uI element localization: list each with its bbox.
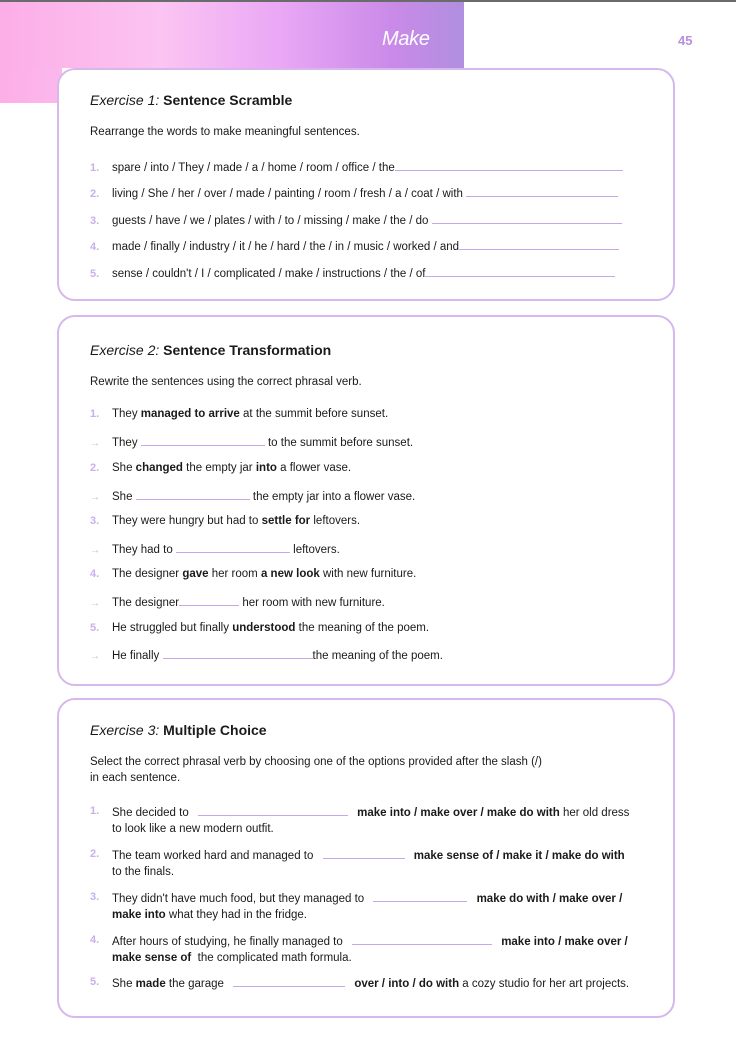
answer-blank[interactable]: [323, 846, 405, 859]
original-sentence: [90, 566, 416, 582]
sentence-text: They didn't have much food, but they managed to: [112, 893, 365, 905]
rewrite-prefix: She: [112, 491, 133, 503]
options-text: make into / make over / make do with: [357, 807, 560, 819]
exercise-lead: Exercise 3:: [90, 722, 160, 738]
arrow-right-icon: →: [90, 651, 100, 662]
scrambled-words: spare / into / They / made / a / home / room / office / the: [112, 162, 395, 174]
rewrite-prefix: The designer: [112, 597, 180, 609]
exercise-lead: Exercise 1:: [90, 92, 160, 108]
list-item: [90, 932, 650, 966]
item-number: 1.: [90, 408, 100, 420]
arrow-right-icon: →: [90, 545, 100, 556]
item-number: 2.: [90, 188, 100, 200]
item-number: 5.: [90, 268, 100, 280]
answer-blank[interactable]: [141, 433, 265, 446]
item-number: 2.: [90, 462, 100, 474]
answer-blank[interactable]: [198, 803, 348, 816]
answer-blank[interactable]: [459, 237, 619, 250]
item-number: 3.: [90, 891, 100, 903]
item-number: 4.: [90, 241, 100, 253]
highlighted-phrase: managed to arrive: [140, 408, 240, 420]
options-text: over / into / do with: [354, 978, 460, 990]
scrambled-words: sense / couldn't / I / complicated / make / instructions / the / of: [112, 268, 426, 280]
options-text: make do with / make over /: [476, 893, 623, 905]
list-item: [90, 846, 650, 880]
answer-blank[interactable]: [136, 487, 250, 500]
highlighted-phrase: understood: [232, 622, 296, 634]
answer-blank[interactable]: [432, 211, 622, 224]
options-text: make into / make over /: [501, 936, 628, 948]
page-number: 45: [678, 33, 693, 48]
highlighted-phrase: settle for: [261, 515, 311, 527]
highlighted-phrase: changed: [135, 462, 183, 474]
rewrite-line: [90, 593, 385, 612]
scrambled-words: guests / have / we / plates / with / to / missing / make / the / do: [112, 215, 429, 227]
list-item: [90, 974, 650, 992]
exercise-name: Sentence Transformation: [163, 342, 332, 358]
sentence-text: leftovers.: [310, 515, 361, 527]
rewrite-prefix: They had to: [112, 544, 173, 556]
list-item: [90, 158, 623, 176]
exercise-1-instruction: Rearrange the words to make meaningful sentences.: [90, 126, 360, 138]
list-item: [90, 803, 650, 837]
sentence-text: The designer: [112, 568, 183, 580]
sentence-text: a flower vase.: [276, 462, 352, 474]
answer-blank[interactable]: [163, 646, 313, 659]
highlighted-phrase: gave: [182, 568, 209, 580]
rewrite-suffix: her room with new furniture.: [242, 597, 385, 609]
item-number: 5.: [90, 976, 100, 988]
exercise-1-box: [57, 68, 675, 301]
chapter-banner: [0, 2, 464, 68]
exercise-lead: Exercise 2:: [90, 342, 160, 358]
options-text: make sense of: [112, 952, 192, 964]
rewrite-line: [90, 487, 415, 506]
item-number: 3.: [90, 215, 100, 227]
sentence-text: She: [112, 462, 136, 474]
scrambled-words: made / finally / industry / it / he / hard / the / in / music / worked / and: [112, 241, 460, 253]
sentence-text: She decided to: [112, 807, 189, 819]
sentence-text: her room: [208, 568, 261, 580]
sentence-text: the garage: [165, 978, 224, 990]
arrow-right-icon: →: [90, 438, 100, 449]
sentence-text: After hours of studying, he finally managed to: [112, 936, 343, 948]
rewrite-line: [90, 433, 413, 452]
chapter-title: Make: [382, 28, 430, 50]
instruction-line: in each sentence.: [90, 772, 181, 784]
rewrite-suffix: to the summit before sunset.: [267, 437, 414, 449]
sentence-text: They were hungry but had to: [112, 515, 262, 527]
exercise-2-instruction: Rewrite the sentences using the correct phrasal verb.: [90, 376, 362, 388]
answer-blank[interactable]: [466, 184, 618, 197]
sentence-text: They: [112, 408, 141, 420]
answer-blank[interactable]: [233, 974, 345, 987]
rewrite-prefix: They: [112, 437, 138, 449]
exercise-name: Sentence Scramble: [163, 92, 293, 108]
highlighted-phrase: into: [255, 462, 277, 474]
options-text: make into: [112, 909, 166, 921]
exercise-3-box: [57, 698, 675, 1018]
exercise-3-title: [90, 722, 267, 738]
rewrite-suffix: leftovers.: [293, 544, 340, 556]
sentence-text: at the summit before sunset.: [239, 408, 389, 420]
sentence-text: the meaning of the poem.: [295, 622, 430, 634]
rewrite-line: [90, 646, 443, 665]
item-number: 2.: [90, 848, 100, 860]
original-sentence: [90, 620, 429, 636]
item-number: 1.: [90, 162, 100, 174]
arrow-right-icon: →: [90, 492, 100, 503]
sentence-text: He struggled but finally: [112, 622, 233, 634]
answer-blank[interactable]: [425, 264, 615, 277]
sentence-text: her old dress: [559, 807, 630, 819]
sentence-text: the complicated math formula.: [191, 952, 352, 964]
list-item: [90, 889, 650, 923]
original-sentence: [90, 513, 360, 529]
item-number: 3.: [90, 515, 100, 527]
sentence-text: She: [112, 978, 136, 990]
sentence-text: to look like a new modern outfit.: [112, 823, 274, 835]
item-number: 5.: [90, 622, 100, 634]
original-sentence: [90, 460, 351, 476]
list-item: [90, 264, 615, 282]
exercise-3-instruction: [90, 754, 650, 786]
instruction-line: Select the correct phrasal verb by choosing one of the options provided after the slash (/): [90, 756, 542, 768]
item-number: 4.: [90, 568, 100, 580]
item-number: 4.: [90, 934, 100, 946]
exercise-2-box: [57, 315, 675, 686]
item-number: 1.: [90, 805, 100, 817]
highlighted-phrase: made: [135, 978, 166, 990]
list-item: [90, 184, 618, 202]
answer-blank[interactable]: [176, 540, 290, 553]
rewrite-line: [90, 540, 340, 559]
sentence-text: the empty jar: [182, 462, 256, 474]
sentence-text: to the finals.: [112, 866, 175, 878]
sentence-text: a cozy studio for her art projects.: [459, 978, 630, 990]
exercise-1-title: [90, 92, 292, 108]
rewrite-suffix: the meaning of the poem.: [312, 650, 443, 662]
highlighted-phrase: a new look: [260, 568, 320, 580]
sentence-text: The team worked hard and managed to: [112, 850, 314, 862]
arrow-right-icon: →: [90, 598, 100, 609]
scrambled-words: living / She / her / over / made / painting / room / fresh / a / coat / with: [112, 188, 463, 200]
exercise-name: Multiple Choice: [163, 722, 267, 738]
rewrite-suffix: the empty jar into a flower vase.: [252, 491, 416, 503]
list-item: [90, 237, 619, 255]
rewrite-prefix: He finally: [112, 650, 160, 662]
options-text: make sense of / make it / make do with: [413, 850, 625, 862]
answer-blank[interactable]: [179, 593, 239, 606]
list-item: [90, 211, 622, 229]
answer-blank[interactable]: [373, 889, 467, 902]
sentence-text: with new furniture.: [319, 568, 417, 580]
original-sentence: [90, 406, 388, 422]
sentence-text: what they had in the fridge.: [165, 909, 307, 921]
exercise-2-title: [90, 342, 331, 358]
banner-decoration: [0, 68, 62, 103]
answer-blank[interactable]: [395, 158, 623, 171]
answer-blank[interactable]: [352, 932, 492, 945]
